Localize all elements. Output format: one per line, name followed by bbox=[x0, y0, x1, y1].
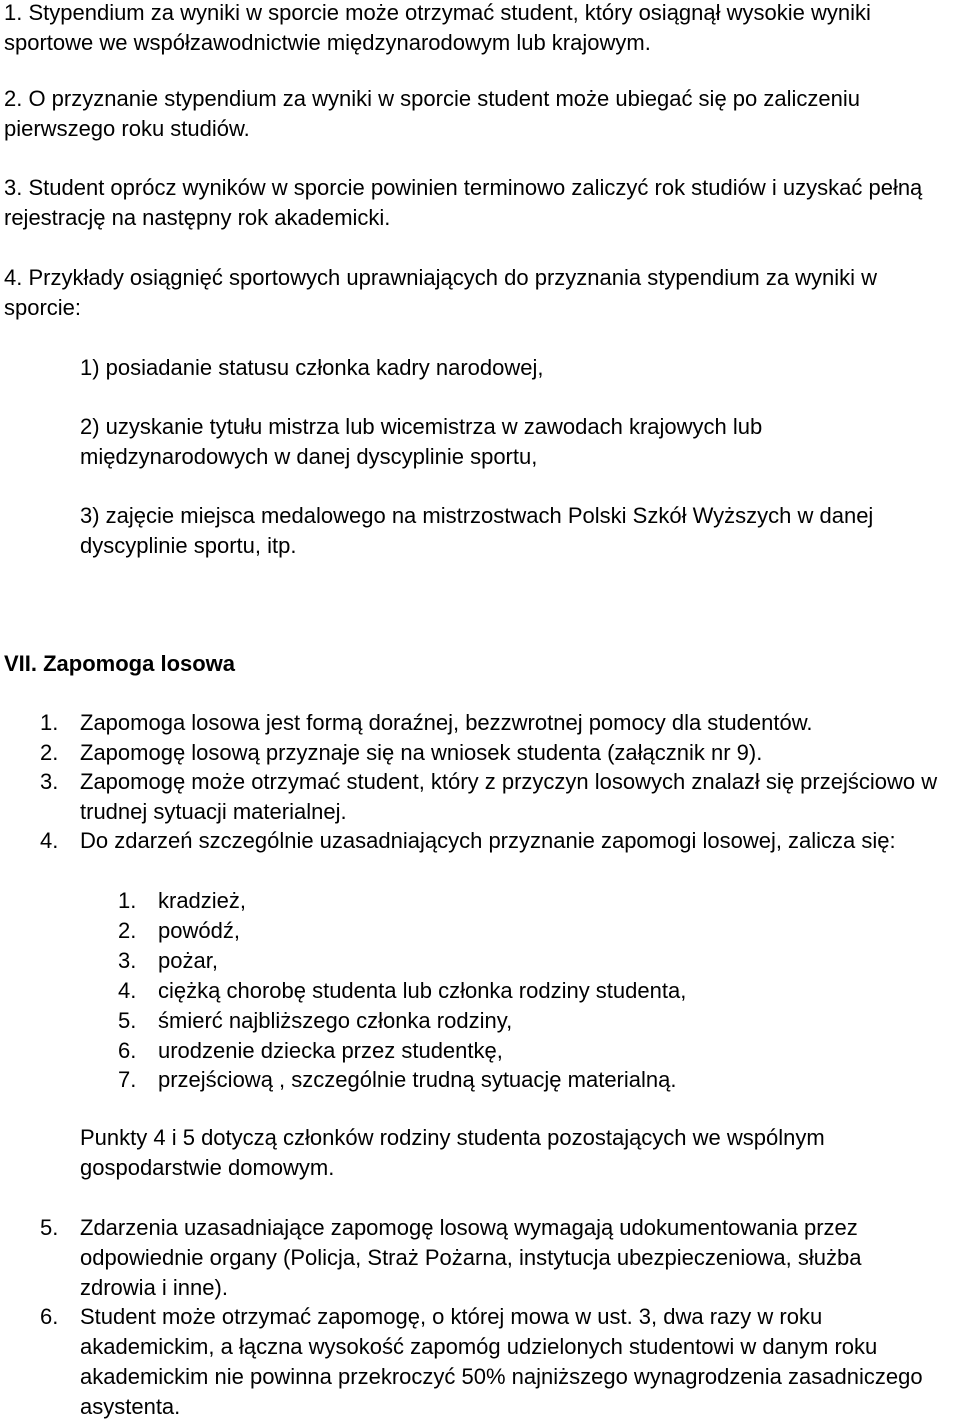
event-number: 1. bbox=[118, 888, 137, 913]
event-item bbox=[118, 916, 918, 946]
list-text: Zapomogę może otrzymać student, który z przyczyn losowych znalazł się przejściowo w trudnej sytuacji materialnej. bbox=[80, 769, 938, 824]
list-number: 3. bbox=[40, 769, 59, 794]
list-item bbox=[40, 1213, 940, 1303]
example-2: 2) uzyskanie tytułu mistrza lub wicemistrza w zawodach krajowych lub międzynarodowych w danej dyscyplinie sportu, bbox=[80, 414, 763, 469]
event-item bbox=[118, 1036, 918, 1066]
event-number: 7. bbox=[118, 1067, 137, 1092]
list-number: 1. bbox=[40, 710, 59, 735]
event-number: 5. bbox=[118, 1008, 137, 1033]
paragraph-vi-1: 1. Stypendium za wyniki w sporcie może otrzymać student, który osiągnął wysokie wyniki sportowe we współzawodnictwie międzynarodowym lub krajowym. bbox=[4, 0, 871, 55]
event-text: powódź, bbox=[158, 918, 240, 943]
example-1: 1) posiadanie statusu członka kadry narodowej, bbox=[80, 355, 544, 380]
list-number: 6. bbox=[40, 1304, 59, 1329]
event-number: 4. bbox=[118, 978, 137, 1003]
event-text: przejściową , szczególnie trudną sytuację materialną. bbox=[158, 1067, 677, 1092]
list-text: Student może otrzymać zapomogę, o której mowa w ust. 3, dwa razy w roku akademickim, a łączna wysokość zapomóg udzielonych studentowi w danym roku akademickim nie powinna przekroczyć 50% najniższego wynagrodzenia zasadniczego asystenta. bbox=[80, 1304, 923, 1419]
list-number: 2. bbox=[40, 740, 59, 765]
list-text: Zapomoga losowa jest formą doraźnej, bezzwrotnej pomocy dla studentów. bbox=[80, 710, 813, 735]
list-item bbox=[40, 708, 940, 738]
list-item bbox=[40, 826, 940, 856]
list-number: 4. bbox=[40, 828, 59, 853]
event-text: urodzenie dziecka przez studentkę, bbox=[158, 1038, 503, 1063]
event-item bbox=[118, 1006, 918, 1036]
paragraph-vi-3: 3. Student oprócz wyników w sporcie powinien terminowo zaliczyć rok studiów i uzyskać pełną rejestrację na następny rok akademicki. bbox=[4, 175, 923, 230]
event-item bbox=[118, 946, 918, 976]
list-text: Zdarzenia uzasadniające zapomogę losową wymagają udokumentowania przez odpowiednie organy (Policja, Straż Pożarna, instytucja ubezpieczeniowa, służba zdrowia i inne). bbox=[80, 1215, 862, 1300]
event-number: 2. bbox=[118, 918, 137, 943]
event-number: 3. bbox=[118, 948, 137, 973]
example-3: 3) zajęcie miejsca medalowego na mistrzostwach Polski Szkół Wyższych w danej dyscyplinie sportu, itp. bbox=[80, 503, 874, 558]
list-item bbox=[40, 738, 940, 768]
event-number: 6. bbox=[118, 1038, 137, 1063]
event-item bbox=[118, 976, 918, 1006]
paragraph-vi-4: 4. Przykłady osiągnięć sportowych uprawniających do przyznania stypendium za wyniki w sporcie: bbox=[4, 265, 878, 320]
list-item bbox=[40, 1302, 940, 1422]
list-number: 5. bbox=[40, 1215, 59, 1240]
event-text: kradzież, bbox=[158, 888, 247, 913]
event-text: śmierć najbliższego członka rodziny, bbox=[158, 1008, 513, 1033]
section-heading: VII. Zapomoga losowa bbox=[4, 651, 236, 676]
event-item bbox=[118, 886, 918, 916]
paragraph-vi-2: 2. O przyznanie stypendium za wyniki w sporcie student może ubiegać się po zaliczeniu pierwszego roku studiów. bbox=[4, 86, 860, 141]
event-item bbox=[118, 1065, 918, 1095]
list-text: Zapomogę losową przyznaje się na wniosek studenta (załącznik nr 9). bbox=[80, 740, 763, 765]
note-paragraph: Punkty 4 i 5 dotyczą członków rodziny studenta pozostających we wspólnym gospodarstwie domowym. bbox=[80, 1125, 825, 1180]
list-item bbox=[40, 767, 940, 827]
list-text: Do zdarzeń szczególnie uzasadniających przyznanie zapomogi losowej, zalicza się: bbox=[80, 828, 896, 853]
event-text: ciężką chorobę studenta lub członka rodziny studenta, bbox=[158, 978, 687, 1003]
event-text: pożar, bbox=[158, 948, 218, 973]
